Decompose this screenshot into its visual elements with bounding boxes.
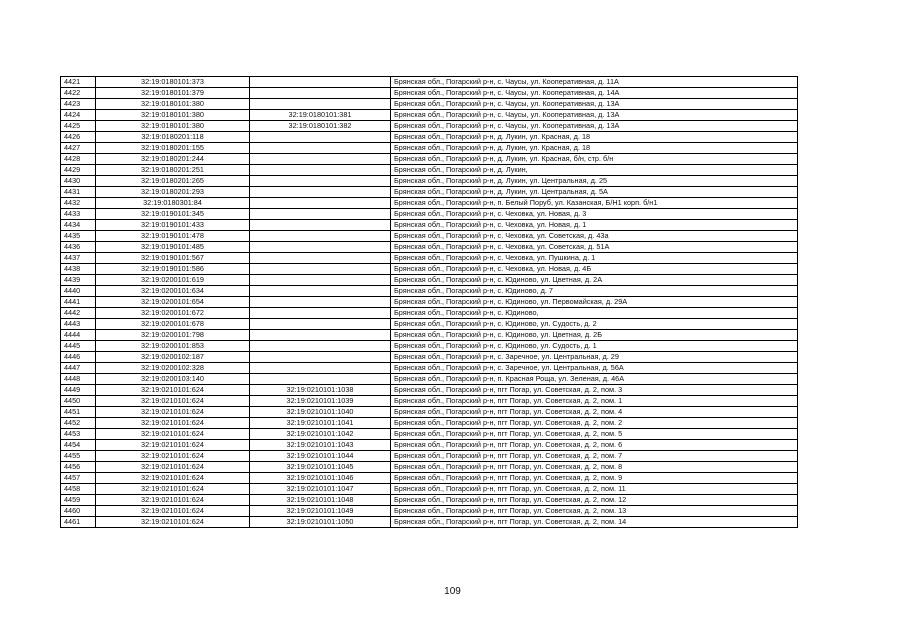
related-cadastral-number-cell bbox=[250, 99, 391, 110]
table-row bbox=[61, 374, 798, 385]
row-number-cell: 4440 bbox=[61, 286, 96, 297]
related-cadastral-number-cell bbox=[250, 220, 391, 231]
row-number-cell: 4453 bbox=[61, 429, 96, 440]
table-row bbox=[61, 275, 798, 286]
related-cadastral-number-cell: 32:19:0210101:1047 bbox=[250, 484, 391, 495]
table-row bbox=[61, 352, 798, 363]
table-row bbox=[61, 231, 798, 242]
cadastral-number-cell: 32:19:0200101:634 bbox=[96, 286, 250, 297]
row-number-cell: 4436 bbox=[61, 242, 96, 253]
address-cell: Брянская обл., Погарский р-н, с. Чеховка, ул. Пушкина, д. 1 bbox=[391, 253, 798, 264]
cadastral-number-cell: 32:19:0180201:244 bbox=[96, 154, 250, 165]
table-row bbox=[61, 418, 798, 429]
cadastral-number-cell: 32:19:0210101:624 bbox=[96, 396, 250, 407]
cadastral-number-cell: 32:19:0210101:624 bbox=[96, 440, 250, 451]
cadastral-number-cell: 32:19:0180101:380 bbox=[96, 110, 250, 121]
row-number-cell: 4430 bbox=[61, 176, 96, 187]
table-row bbox=[61, 286, 798, 297]
related-cadastral-number-cell bbox=[250, 352, 391, 363]
table-row bbox=[61, 121, 798, 132]
address-cell: Брянская обл., Погарский р-н, пгт Погар, ул. Советская, д. 2, пом. 13 bbox=[391, 506, 798, 517]
address-cell: Брянская обл., Погарский р-н, с. Чеховка, ул. Советская, д. 43а bbox=[391, 231, 798, 242]
address-cell: Брянская обл., Погарский р-н, пгт Погар, ул. Советская, д. 2, пом. 11 bbox=[391, 484, 798, 495]
address-cell: Брянская обл., Погарский р-н, с. Чаусы, ул. Кооперативная, д. 13А bbox=[391, 110, 798, 121]
related-cadastral-number-cell bbox=[250, 209, 391, 220]
table-row bbox=[61, 110, 798, 121]
address-cell: Брянская обл., Погарский р-н, д. Лукин, ул. Центральная, д. 5А bbox=[391, 187, 798, 198]
cadastral-number-cell: 32:19:0200101:619 bbox=[96, 275, 250, 286]
cadastral-number-cell: 32:19:0180201:293 bbox=[96, 187, 250, 198]
related-cadastral-number-cell: 32:19:0210101:1038 bbox=[250, 385, 391, 396]
table-row bbox=[61, 132, 798, 143]
cadastral-number-cell: 32:19:0210101:624 bbox=[96, 407, 250, 418]
table-row bbox=[61, 99, 798, 110]
row-number-cell: 4442 bbox=[61, 308, 96, 319]
row-number-cell: 4448 bbox=[61, 374, 96, 385]
address-cell: Брянская обл., Погарский р-н, пгт Погар, ул. Советская, д. 2, пом. 1 bbox=[391, 396, 798, 407]
row-number-cell: 4455 bbox=[61, 451, 96, 462]
related-cadastral-number-cell bbox=[250, 231, 391, 242]
row-number-cell: 4432 bbox=[61, 198, 96, 209]
row-number-cell: 4422 bbox=[61, 88, 96, 99]
address-cell: Брянская обл., Погарский р-н, с. Чеховка, ул. Новая, д. 3 bbox=[391, 209, 798, 220]
address-cell: Брянская обл., Погарский р-н, с. Юдиново, ул. Первомайская, д. 29А bbox=[391, 297, 798, 308]
table-row bbox=[61, 396, 798, 407]
row-number-cell: 4426 bbox=[61, 132, 96, 143]
property-table-body bbox=[61, 77, 798, 528]
cadastral-number-cell: 32:19:0210101:624 bbox=[96, 385, 250, 396]
property-table bbox=[60, 76, 798, 528]
cadastral-number-cell: 32:19:0180201:251 bbox=[96, 165, 250, 176]
cadastral-number-cell: 32:19:0180101:380 bbox=[96, 99, 250, 110]
address-cell: Брянская обл., Погарский р-н, с. Юдиново, ул. Цветная, д. 2А bbox=[391, 275, 798, 286]
cadastral-number-cell: 32:19:0210101:624 bbox=[96, 429, 250, 440]
cadastral-number-cell: 32:19:0190101:478 bbox=[96, 231, 250, 242]
row-number-cell: 4460 bbox=[61, 506, 96, 517]
related-cadastral-number-cell: 32:19:0210101:1040 bbox=[250, 407, 391, 418]
address-cell: Брянская обл., Погарский р-н, пгт Погар, ул. Советская, д. 2, пом. 5 bbox=[391, 429, 798, 440]
related-cadastral-number-cell bbox=[250, 132, 391, 143]
related-cadastral-number-cell bbox=[250, 319, 391, 330]
cadastral-number-cell: 32:19:0180101:373 bbox=[96, 77, 250, 88]
cadastral-number-cell: 32:19:0200101:798 bbox=[96, 330, 250, 341]
related-cadastral-number-cell: 32:19:0180101:381 bbox=[250, 110, 391, 121]
cadastral-number-cell: 32:19:0210101:624 bbox=[96, 451, 250, 462]
table-row bbox=[61, 88, 798, 99]
table-row bbox=[61, 264, 798, 275]
cadastral-number-cell: 32:19:0210101:624 bbox=[96, 484, 250, 495]
related-cadastral-number-cell bbox=[250, 253, 391, 264]
cadastral-number-cell: 32:19:0200101:654 bbox=[96, 297, 250, 308]
address-cell: Брянская обл., Погарский р-н, п. Белый Поруб, ул. Казанская, Б/Н1 корп. б/н1 bbox=[391, 198, 798, 209]
row-number-cell: 4428 bbox=[61, 154, 96, 165]
row-number-cell: 4437 bbox=[61, 253, 96, 264]
cadastral-number-cell: 32:19:0180201:118 bbox=[96, 132, 250, 143]
row-number-cell: 4450 bbox=[61, 396, 96, 407]
table-row bbox=[61, 473, 798, 484]
table-row bbox=[61, 363, 798, 374]
related-cadastral-number-cell bbox=[250, 176, 391, 187]
row-number-cell: 4459 bbox=[61, 495, 96, 506]
cadastral-number-cell: 32:19:0210101:624 bbox=[96, 495, 250, 506]
related-cadastral-number-cell bbox=[250, 264, 391, 275]
cadastral-number-cell: 32:19:0190101:586 bbox=[96, 264, 250, 275]
address-cell: Брянская обл., Погарский р-н, пгт Погар, ул. Советская, д. 2, пом. 4 bbox=[391, 407, 798, 418]
address-cell: Брянская обл., Погарский р-н, пгт Погар, ул. Советская, д. 2, пом. 7 bbox=[391, 451, 798, 462]
table-row bbox=[61, 506, 798, 517]
address-cell: Брянская обл., Погарский р-н, д. Лукин, ул. Красная, б/н, стр. б/н bbox=[391, 154, 798, 165]
cadastral-number-cell: 32:19:0180101:379 bbox=[96, 88, 250, 99]
cadastral-number-cell: 32:19:0180301:84 bbox=[96, 198, 250, 209]
address-cell: Брянская обл., Погарский р-н, д. Лукин, bbox=[391, 165, 798, 176]
cadastral-number-cell: 32:19:0200102:328 bbox=[96, 363, 250, 374]
row-number-cell: 4431 bbox=[61, 187, 96, 198]
related-cadastral-number-cell: 32:19:0210101:1050 bbox=[250, 517, 391, 528]
table-row bbox=[61, 440, 798, 451]
cadastral-number-cell: 32:19:0200103:140 bbox=[96, 374, 250, 385]
cadastral-number-cell: 32:19:0180201:265 bbox=[96, 176, 250, 187]
row-number-cell: 4429 bbox=[61, 165, 96, 176]
address-cell: Брянская обл., Погарский р-н, с. Чаусы, ул. Кооперативная, д. 13А bbox=[391, 99, 798, 110]
cadastral-number-cell: 32:19:0200101:678 bbox=[96, 319, 250, 330]
table-row bbox=[61, 77, 798, 88]
related-cadastral-number-cell: 32:19:0210101:1043 bbox=[250, 440, 391, 451]
related-cadastral-number-cell: 32:19:0210101:1049 bbox=[250, 506, 391, 517]
table-row bbox=[61, 330, 798, 341]
row-number-cell: 4438 bbox=[61, 264, 96, 275]
row-number-cell: 4421 bbox=[61, 77, 96, 88]
address-cell: Брянская обл., Погарский р-н, д. Лукин, ул. Красная, д. 18 bbox=[391, 132, 798, 143]
row-number-cell: 4434 bbox=[61, 220, 96, 231]
row-number-cell: 4433 bbox=[61, 209, 96, 220]
address-cell: Брянская обл., Погарский р-н, с. Чеховка, ул. Новая, д. 1 bbox=[391, 220, 798, 231]
address-cell: Брянская обл., Погарский р-н, с. Чаусы, ул. Кооперативная, д. 11А bbox=[391, 77, 798, 88]
row-number-cell: 4427 bbox=[61, 143, 96, 154]
row-number-cell: 4456 bbox=[61, 462, 96, 473]
related-cadastral-number-cell: 32:19:0180101:382 bbox=[250, 121, 391, 132]
row-number-cell: 4445 bbox=[61, 341, 96, 352]
address-cell: Брянская обл., Погарский р-н, пгт Погар, ул. Советская, д. 2, пом. 2 bbox=[391, 418, 798, 429]
table-row bbox=[61, 165, 798, 176]
related-cadastral-number-cell: 32:19:0210101:1041 bbox=[250, 418, 391, 429]
related-cadastral-number-cell bbox=[250, 187, 391, 198]
table-row bbox=[61, 407, 798, 418]
cadastral-number-cell: 32:19:0210101:624 bbox=[96, 506, 250, 517]
address-cell: Брянская обл., Погарский р-н, с. Чеховка, ул. Новая, д. 4Б bbox=[391, 264, 798, 275]
row-number-cell: 4425 bbox=[61, 121, 96, 132]
address-cell: Брянская обл., Погарский р-н, с. Заречное, ул. Центральная, д. 56А bbox=[391, 363, 798, 374]
cadastral-number-cell: 32:19:0180201:155 bbox=[96, 143, 250, 154]
address-cell: Брянская обл., Погарский р-н, с. Чаусы, ул. Кооперативная, д. 13А bbox=[391, 121, 798, 132]
related-cadastral-number-cell bbox=[250, 275, 391, 286]
related-cadastral-number-cell: 32:19:0210101:1046 bbox=[250, 473, 391, 484]
table-row bbox=[61, 187, 798, 198]
table-row bbox=[61, 198, 798, 209]
address-cell: Брянская обл., Погарский р-н, пгт Погар, ул. Советская, д. 2, пом. 14 bbox=[391, 517, 798, 528]
cadastral-number-cell: 32:19:0200102:187 bbox=[96, 352, 250, 363]
cadastral-number-cell: 32:19:0210101:624 bbox=[96, 517, 250, 528]
related-cadastral-number-cell bbox=[250, 363, 391, 374]
related-cadastral-number-cell bbox=[250, 88, 391, 99]
address-cell: Брянская обл., Погарский р-н, с. Заречное, ул. Центральная, д. 29 bbox=[391, 352, 798, 363]
row-number-cell: 4443 bbox=[61, 319, 96, 330]
address-cell: Брянская обл., Погарский р-н, с. Чаусы, ул. Кооперативная, д. 14А bbox=[391, 88, 798, 99]
row-number-cell: 4451 bbox=[61, 407, 96, 418]
related-cadastral-number-cell bbox=[250, 77, 391, 88]
cadastral-number-cell: 32:19:0200101:853 bbox=[96, 341, 250, 352]
table-row bbox=[61, 495, 798, 506]
table-row bbox=[61, 176, 798, 187]
table-row bbox=[61, 308, 798, 319]
row-number-cell: 4447 bbox=[61, 363, 96, 374]
related-cadastral-number-cell bbox=[250, 198, 391, 209]
related-cadastral-number-cell bbox=[250, 330, 391, 341]
related-cadastral-number-cell bbox=[250, 374, 391, 385]
cadastral-number-cell: 32:19:0200101:672 bbox=[96, 308, 250, 319]
row-number-cell: 4452 bbox=[61, 418, 96, 429]
related-cadastral-number-cell bbox=[250, 341, 391, 352]
related-cadastral-number-cell: 32:19:0210101:1044 bbox=[250, 451, 391, 462]
related-cadastral-number-cell bbox=[250, 242, 391, 253]
row-number-cell: 4441 bbox=[61, 297, 96, 308]
related-cadastral-number-cell bbox=[250, 297, 391, 308]
table-row bbox=[61, 143, 798, 154]
address-cell: Брянская обл., Погарский р-н, пгт Погар, ул. Советская, д. 2, пом. 3 bbox=[391, 385, 798, 396]
related-cadastral-number-cell bbox=[250, 143, 391, 154]
related-cadastral-number-cell: 32:19:0210101:1039 bbox=[250, 396, 391, 407]
row-number-cell: 4457 bbox=[61, 473, 96, 484]
cadastral-number-cell: 32:19:0210101:624 bbox=[96, 462, 250, 473]
address-cell: Брянская обл., Погарский р-н, с. Юдиново, ул. Цветная, д. 2Б bbox=[391, 330, 798, 341]
row-number-cell: 4458 bbox=[61, 484, 96, 495]
related-cadastral-number-cell: 32:19:0210101:1042 bbox=[250, 429, 391, 440]
row-number-cell: 4444 bbox=[61, 330, 96, 341]
table-row bbox=[61, 385, 798, 396]
table-row bbox=[61, 253, 798, 264]
related-cadastral-number-cell: 32:19:0210101:1045 bbox=[250, 462, 391, 473]
address-cell: Брянская обл., Погарский р-н, пгт Погар, ул. Советская, д. 2, пом. 9 bbox=[391, 473, 798, 484]
row-number-cell: 4424 bbox=[61, 110, 96, 121]
row-number-cell: 4461 bbox=[61, 517, 96, 528]
address-cell: Брянская обл., Погарский р-н, с. Юдиново, ул. Судость, д. 2 bbox=[391, 319, 798, 330]
table-row bbox=[61, 484, 798, 495]
row-number-cell: 4435 bbox=[61, 231, 96, 242]
address-cell: Брянская обл., Погарский р-н, с. Юдиново, ул. Судость, д. 1 bbox=[391, 341, 798, 352]
address-cell: Брянская обл., Погарский р-н, пгт Погар, ул. Советская, д. 2, пом. 12 bbox=[391, 495, 798, 506]
table-row bbox=[61, 462, 798, 473]
address-cell: Брянская обл., Погарский р-н, с. Юдиново, bbox=[391, 308, 798, 319]
address-cell: Брянская обл., Погарский р-н, с. Юдиново, д. 7 bbox=[391, 286, 798, 297]
address-cell: Брянская обл., Погарский р-н, пгт Погар, ул. Советская, д. 2, пом. 6 bbox=[391, 440, 798, 451]
cadastral-number-cell: 32:19:0190101:345 bbox=[96, 209, 250, 220]
address-cell: Брянская обл., Погарский р-н, д. Лукин, ул. Центральная, д. 25 bbox=[391, 176, 798, 187]
cadastral-number-cell: 32:19:0210101:624 bbox=[96, 418, 250, 429]
row-number-cell: 4423 bbox=[61, 99, 96, 110]
cadastral-number-cell: 32:19:0190101:485 bbox=[96, 242, 250, 253]
table-row bbox=[61, 451, 798, 462]
related-cadastral-number-cell bbox=[250, 286, 391, 297]
table-row bbox=[61, 341, 798, 352]
related-cadastral-number-cell: 32:19:0210101:1048 bbox=[250, 495, 391, 506]
cadastral-number-cell: 32:19:0190101:433 bbox=[96, 220, 250, 231]
cadastral-number-cell: 32:19:0210101:624 bbox=[96, 473, 250, 484]
table-row bbox=[61, 242, 798, 253]
address-cell: Брянская обл., Погарский р-н, пгт Погар, ул. Советская, д. 2, пом. 8 bbox=[391, 462, 798, 473]
page-number: 109 bbox=[444, 586, 461, 597]
table-row bbox=[61, 209, 798, 220]
row-number-cell: 4454 bbox=[61, 440, 96, 451]
row-number-cell: 4439 bbox=[61, 275, 96, 286]
table-row bbox=[61, 319, 798, 330]
cadastral-number-cell: 32:19:0190101:567 bbox=[96, 253, 250, 264]
table-row bbox=[61, 220, 798, 231]
address-cell: Брянская обл., Погарский р-н, п. Красная Роща, ул. Зеленая, д. 46А bbox=[391, 374, 798, 385]
address-cell: Брянская обл., Погарский р-н, д. Лукин, ул. Красная, д. 18 bbox=[391, 143, 798, 154]
table-row bbox=[61, 429, 798, 440]
address-cell: Брянская обл., Погарский р-н, с. Чеховка, ул. Советская, д. 51А bbox=[391, 242, 798, 253]
table-row bbox=[61, 517, 798, 528]
row-number-cell: 4449 bbox=[61, 385, 96, 396]
related-cadastral-number-cell bbox=[250, 154, 391, 165]
table-row bbox=[61, 154, 798, 165]
row-number-cell: 4446 bbox=[61, 352, 96, 363]
table-row bbox=[61, 297, 798, 308]
cadastral-number-cell: 32:19:0180101:380 bbox=[96, 121, 250, 132]
related-cadastral-number-cell bbox=[250, 165, 391, 176]
related-cadastral-number-cell bbox=[250, 308, 391, 319]
